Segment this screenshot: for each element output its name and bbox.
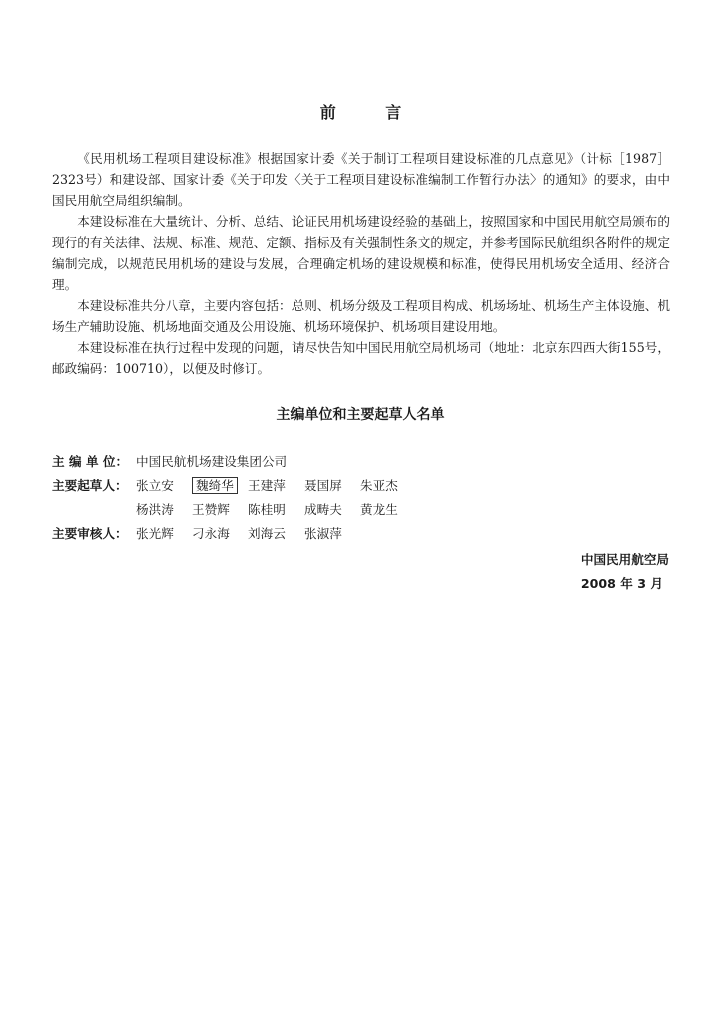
drafters-row-2 <box>52 498 670 522</box>
reviewers-label: 主要审核人： <box>52 526 128 541</box>
drafter-name: 杨洪涛 <box>136 502 174 517</box>
drafter-name: 张立安 <box>136 478 174 493</box>
drafter-name-highlighted <box>192 474 248 498</box>
preface-paragraph-4: 本建设标准在执行过程中发现的问题，请尽快告知中国民用航空局机场司（地址：北京东四西大街155号，邮政编码：100710），以便及时修订。 <box>52 340 670 376</box>
chief-unit-row <box>52 450 670 474</box>
signoff-org: 中国民用航空局 <box>580 552 669 567</box>
reviewers-row <box>52 522 670 546</box>
preface-paragraph-1: 《民用机场工程项目建设标准》根据国家计委《关于制订工程项目建设标准的几点意见》（计标［1987］2323号）和建设部、国家计委《关于印发〈关于工程项目建设标准编制工作暂行办法〉的通知》的要求，由中国民用航空局组织编制。 <box>52 151 670 208</box>
personnel-list <box>52 450 670 546</box>
drafter-name: 朱亚杰 <box>360 478 398 493</box>
signoff <box>581 548 669 596</box>
drafter-name: 黄龙生 <box>360 502 398 517</box>
reviewer-name: 刘海云 <box>248 526 286 541</box>
drafters-label: 主要起草人： <box>52 478 128 493</box>
drafters-row-1 <box>52 474 670 498</box>
drafters-names-2 <box>136 498 416 522</box>
drafter-name-boxed-text: 魏绮华 <box>192 477 238 494</box>
signoff-date: 2008 年 3 月 <box>580 576 663 591</box>
preface-paragraph-3: 本建设标准共分八章，主要内容包括：总则、机场分级及工程项目构成、机场场址、机场生产主体设施、机场生产辅助设施、机场地面交通及公用设施、机场环境保护、机场项目建设用地。 <box>52 298 670 334</box>
drafter-name: 陈桂明 <box>248 502 286 517</box>
drafter-name: 聂国屏 <box>304 478 342 493</box>
drafters-names-1 <box>136 474 416 498</box>
reviewers-names <box>136 522 360 546</box>
chief-unit-value: 中国民航机场建设集团公司 <box>136 454 288 469</box>
drafter-name: 成畴夫 <box>304 502 342 517</box>
drafter-name: 王建萍 <box>248 478 286 493</box>
preface-body <box>52 148 670 379</box>
page-title: 前 言 <box>319 103 424 122</box>
section-subtitle: 主编单位和主要起草人名单 <box>276 407 445 423</box>
reviewer-name: 刁永海 <box>192 526 230 541</box>
reviewer-name: 张光辉 <box>136 526 174 541</box>
preface-paragraph-2: 本建设标准在大量统计、分析、总结、论证民用机场建设经验的基础上，按照国家和中国民用航空局颁布的现行的有关法律、法规、标准、规范、定额、指标及有关强制性条文的规定，并参考国际民航组织各附件的规定编制完成，以规范民用机场的建设与发展，合理确定机场的建设规模和标准，使得民用机场安全适用、经济合理。 <box>52 214 670 292</box>
chief-unit-label: 主 编 单 位： <box>52 454 129 469</box>
reviewer-name: 张淑萍 <box>304 526 342 541</box>
drafter-name: 王赞辉 <box>192 502 230 517</box>
